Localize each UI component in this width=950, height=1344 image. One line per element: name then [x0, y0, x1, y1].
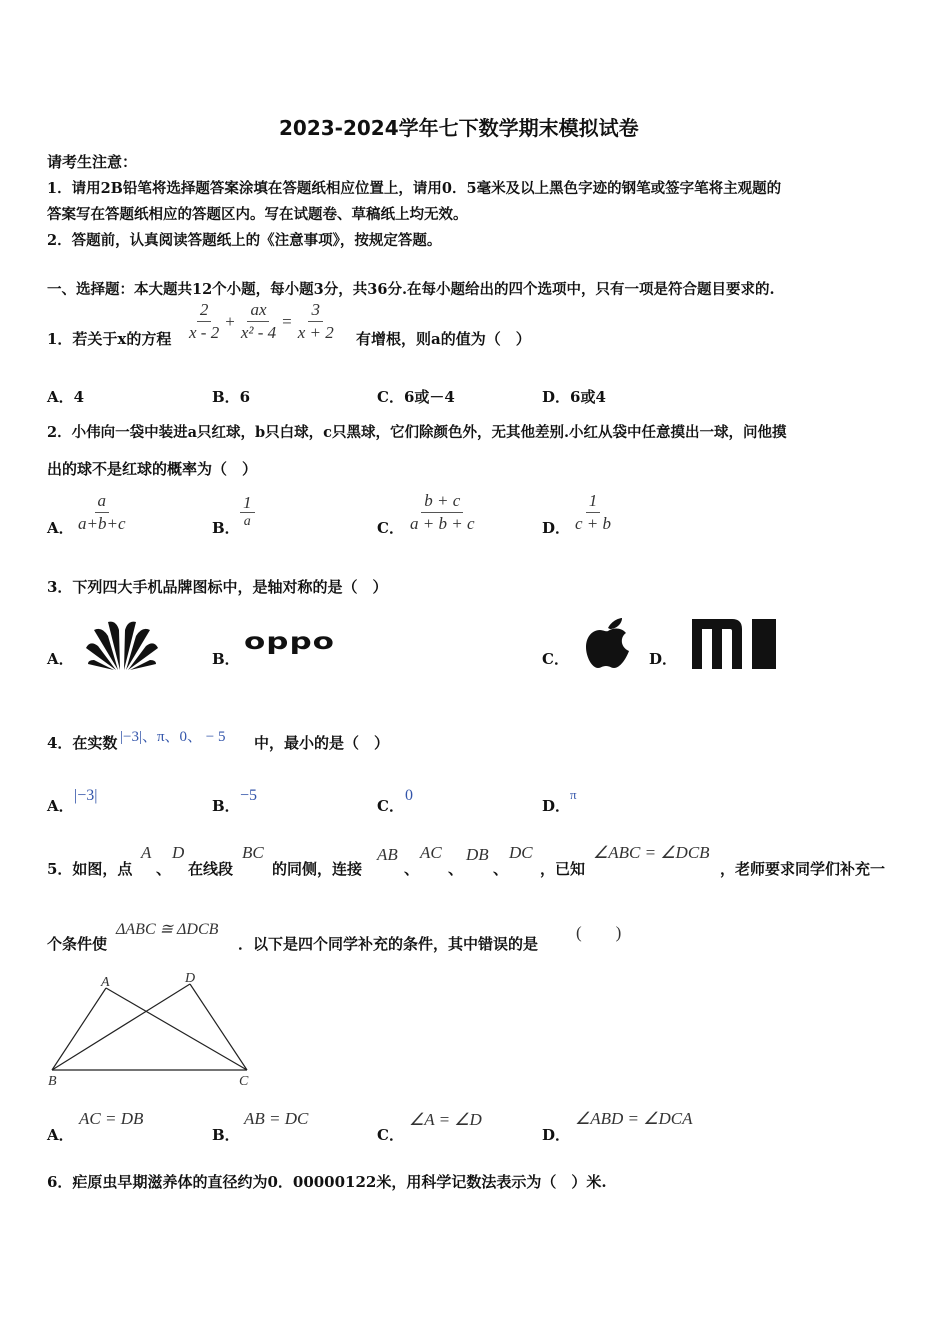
q5-sep-3: 、 — [448, 860, 464, 878]
q5-sep-2: 、 — [404, 860, 420, 878]
figure-label-c: C — [239, 1074, 249, 1089]
q2-stem-line-2: 出的球不是红球的概率为（ ） — [47, 460, 258, 478]
q2-stem-line-1: 2．小伟向一袋中装进a只红球，b只白球，c只黑球，它们除颜色外，无其他差别.小红从袋中任意摸出一球，问他摸 — [47, 424, 787, 441]
page-title: 2023-2024学年七下数学期末模拟试卷 — [279, 116, 639, 140]
notice-item-1: 1．请用2B铅笔将选择题答案涂填在答题纸相应位置上，请用0．5毫米及以上黑色字迹的钢笔或签字笔将主观题的 — [47, 180, 782, 197]
q5-option-b-value: AB = DC — [244, 1109, 309, 1128]
q3-option-b-label: B． — [212, 650, 240, 668]
q3-option-d-label: D． — [649, 650, 678, 668]
q4-option-a-label: A． — [47, 797, 74, 815]
figure-label-b: B — [48, 1074, 57, 1089]
q5-option-b-label: B． — [212, 1126, 240, 1144]
triangle-figure — [44, 968, 264, 1092]
q5-point-a: A — [141, 843, 152, 862]
q5-text-5: ，老师要求同学们补充一 — [720, 860, 886, 878]
q2-option-d-label: D． — [542, 519, 571, 537]
q3-option-c-label: C． — [542, 650, 569, 668]
q5-given: ∠ABC = ∠DCB — [593, 843, 710, 862]
q5-text-3: 的同侧，连接 — [272, 860, 363, 878]
q4-option-b-value: −5 — [240, 787, 258, 804]
q2-option-a-label: A． — [47, 519, 74, 537]
q2-option-a-value: $\frac{a}{a+b+c}$ — [78, 491, 126, 533]
q5-text-2: 在线段 — [188, 860, 234, 878]
q5-segment-ac: AC — [420, 843, 442, 862]
q1-option-b: B．6 — [212, 388, 251, 406]
q5-text-6: 个条件使 — [47, 935, 108, 953]
q1-fraction-2: $\frac{ax}{\text{x² - 4}}$ — [240, 300, 277, 342]
q5-text-1: 5．如图，点 — [47, 860, 133, 878]
q5-segment-db: DB — [466, 845, 489, 864]
q1-fraction-1: $\frac{2}{x - 2}$ — [189, 300, 220, 342]
q5-segment-ab: AB — [377, 845, 398, 864]
q1-suffix: 有增根，则a的值为（ ） — [356, 330, 531, 348]
q5-option-c-value: ∠A = ∠D — [409, 1110, 482, 1129]
q4-prefix: 4．在实数 — [47, 734, 118, 752]
q4-numbers: |−3|、π、0、 − 5 — [120, 729, 226, 745]
q5-segment-dc: DC — [509, 843, 533, 862]
oppo-logo: oppo — [244, 628, 335, 655]
q6-stem: 6．疟原虫早期滋养体的直径约为0．00000122米，用科学记数法表示为（ ）米. — [47, 1173, 607, 1191]
q1-prefix: 1．若关于x的方程 — [47, 330, 172, 348]
notice-item-2: 2．答题前，认真阅读答题纸上的《注意事项》，按规定答题。 — [47, 232, 442, 249]
figure-label-d: D — [185, 971, 196, 986]
q2-option-c-label: C． — [377, 519, 404, 537]
notice-item-1-cont: 答案写在答题纸相应的答题区内。写在试题卷、草稿纸上均无效。 — [47, 206, 468, 223]
q1-equals: = — [282, 311, 292, 331]
apple-logo-icon — [584, 614, 632, 670]
q5-sep-1: 、 — [156, 860, 172, 878]
q3-option-a-label: A． — [47, 650, 74, 668]
q5-sep-4: 、 — [493, 860, 509, 878]
xiaomi-logo-icon — [692, 619, 776, 669]
q4-option-a-value: |−3| — [74, 787, 98, 804]
q1-option-a: A．4 — [47, 388, 85, 406]
segment-ac-line — [106, 988, 247, 1070]
q4-option-d-value: π — [570, 787, 577, 802]
q1-option-c: C．6或－4 — [377, 388, 455, 406]
q5-segment-bc: BC — [242, 843, 264, 862]
q4-option-b-label: B． — [212, 797, 240, 815]
section-heading: 一、选择题：本大题共12个小题，每小题3分，共36分.在每小题给出的四个选项中，只有一项是符合题目要求的. — [47, 281, 775, 298]
q4-option-c-value: 0 — [405, 787, 413, 804]
q3-stem: 3．下列四大手机品牌图标中，是轴对称的是（ ） — [47, 578, 388, 596]
q2-option-b-value: 1 a — [240, 495, 255, 530]
q1-option-d: D．6或4 — [542, 388, 606, 406]
notice-heading: 请考生注意： — [47, 153, 138, 171]
q2-option-d-value: $\frac{1}{c + b}$ — [575, 491, 612, 533]
q4-option-c-label: C． — [377, 797, 404, 815]
q5-point-d: D — [172, 843, 185, 862]
q5-option-a-label: A． — [47, 1126, 74, 1144]
q1-equation — [186, 300, 337, 343]
q5-option-c-label: C． — [377, 1126, 404, 1144]
q4-suffix: 中，最小的是（ ） — [254, 734, 390, 752]
q5-text-4: ，已知 — [540, 860, 586, 878]
huawei-logo-icon — [86, 620, 158, 672]
q5-text-7: ．以下是四个同学补充的条件，其中错误的是 — [238, 935, 539, 953]
q5-option-a-value: AC = DB — [79, 1109, 144, 1128]
q5-option-d-value: ∠ABD = ∠DCA — [575, 1109, 693, 1128]
q1-plus: + — [225, 311, 235, 331]
q5-option-d-label: D． — [542, 1126, 571, 1144]
q4-option-d-label: D． — [542, 797, 571, 815]
q2-option-b-label: B． — [212, 519, 240, 537]
q2-option-c-value: $\frac{b + c}{a + b + c}$ — [410, 491, 475, 533]
figure-label-a: A — [101, 975, 110, 990]
segment-ab-line — [52, 988, 106, 1070]
q1-fraction-3: $\frac{3}{x + 2}$ — [297, 300, 334, 342]
segment-dc-line — [190, 984, 247, 1070]
q5-answer-paren: ( ) — [576, 923, 622, 942]
q5-congruence: ΔABC ≅ ΔDCB — [116, 921, 219, 938]
